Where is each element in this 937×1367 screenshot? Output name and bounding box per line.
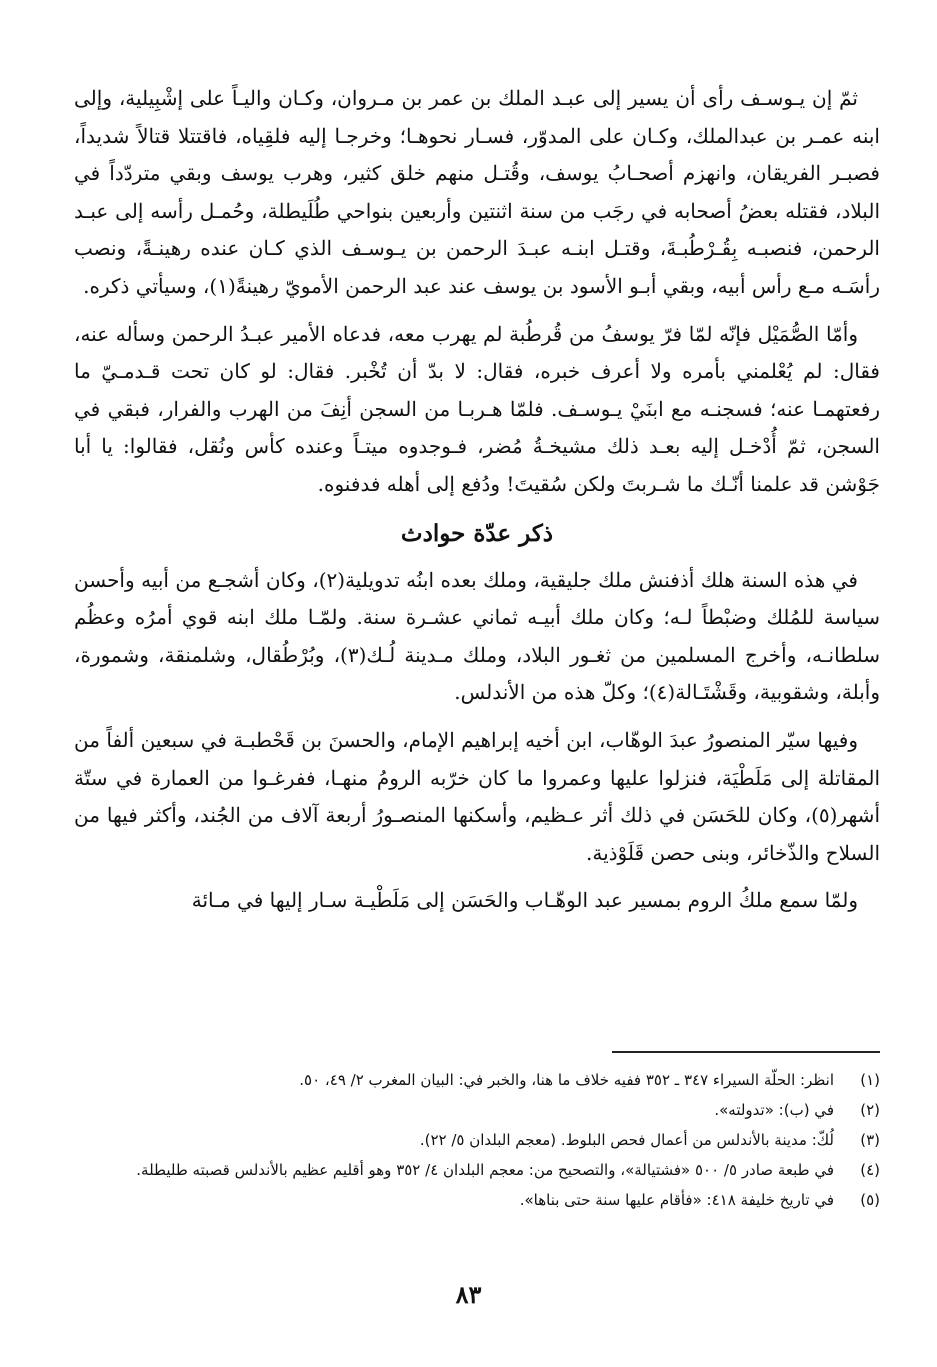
footnote-item [74,1068,880,1092]
footnote-number: (٢) [860,1101,880,1119]
footnote-text: في طبعة صادر ٥/ ٥٠٠ «فشتيالة»، والتصحيح من: معجم البلدان ٤/ ٣٥٢ وهو أقليم عظيم بالأندلس قصبته طليطلة. [136,1161,834,1179]
paragraph-yusuf-death: ثمّ إن يـوسـف رأى أن يسير إلى عبـد الملك بن عمر بن مـروان، وكـان واليـاً على إشْبِيلية، وإلى ابنه عمـر بن عبدالملك، وكـان على المدوّر، فسـار نحوهـا؛ وخرجـا إليه فلقِياه، فاقتتلا قتالاً شديداً، فصبـر الفريقان، وانهزم أصحـابُ يوسف، وقُتـل منهم خلق كثير، وهرب يوسف وبقي متردّداً في البلاد، فقتله بعضُ أصحابه في رجَب من سنة اثنتين وأربعين بنواحي طُلَيطلة، وحُمـل رأسه إلى عبـد الرحمن، فنصبـه بِقُـرْطُبـةَ، وقتـل ابنـه عبـدَ الرحمن بن يـوسـف الذي كـان عنده رهينـةً، ونصب رأسَـه مـع رأس أبيه، وبقي أبـو الأسود بن يوسف عند عبد الرحمن الأمويّ رهينةً(١)، وسيأتي ذكره. [74,86,880,298]
paragraph-sumayl: وأمّا الصُّمَيْل فإنّه لمّا فرّ يوسفُ من قُرطُبة لم يهرب معه، فدعاه الأمير عبـدُ الرحمن وسأله عنه، فقال: لم يُعْلمني بأمره ولا أعرف خبره، فقال: لا بدّ أن تُخْبر. فقال: لو كان تحت قـدمـيّ ما رفعتهمـا عنه؛ فسجنـه مع ابنَيْ يـوسـف. فلمّا هـربـا من السجن أنِفَ من الهرب والفرار، فبقي في السجن، ثمّ أُدْخـل إليه بعـد ذلك مشيخـةُ مُضر، فـوجدوه ميتـاً وعنده كأس ونُقل، فقالوا: يا أبا جَوْشن قد علمنا أنّـك ما شـربتَ ولكن سُقيتَ! ودُفع إلى أهله فدفنوه. [74,321,880,496]
paragraph-adfonsh: في هذه السنة هلك أذفنش ملك جليقية، وملك بعده ابنُه تدويلية(٢)، وكان أشجـع من أبيه وأحسن سياسة للمُلك وضبْطاً لـه؛ وكان ملك أبيـه ثماني عشـرة سنة. ولمّـا ملك ابنه قوي أمرُه وعظُم سلطانـه، وأخرج المسلمين من ثغـور البلاد، وملك مـدينة لُـك(٣)، وبُرْطُقال، وشلمنقة، وشمورة، وأبلة، وشقوبية، وقَشْتَـالة(٤)؛ وكلّ هذه من الأندلس. [74,567,880,705]
page-body [74,80,880,930]
footnote-text: في (ب): «تدولته». [714,1101,834,1119]
footnote-text: انظر: الحلّة السيراء ٣٤٧ ـ ٣٥٢ ففيه خلاف ما هنا، والخبر في: البيان المغرب ٢/ ٤٩، ٥٠. [299,1071,834,1089]
page-number: ٨٣ [455,1280,482,1309]
footnote-item [74,1188,880,1212]
footnote-text: لُكّ: مدينة بالأندلس من أعمال فحص البلوط. (معجم البلدان ٥/ ٢٢). [419,1131,834,1149]
footnote-number: (٤) [860,1161,880,1179]
footnote-item [74,1098,880,1122]
footnote-number: (١) [860,1071,880,1089]
footnote-item [74,1158,880,1182]
paragraph-rum-king: ولمّا سمع ملكُ الروم بمسير عبد الوهّـاب والحَسَن إلى مَلَطْيـة سـار إليها في مـائة [191,888,858,913]
footnote-item [74,1128,880,1152]
footnote-text: في تاريخ خليفة ٤١٨: «فأقام عليها سنة حتى بناها». [519,1191,834,1209]
footnote-number: (٥) [860,1191,880,1209]
footnote-divider [612,1051,880,1053]
paragraph-malatya: وفيها سيّر المنصورُ عبدَ الوهّاب، ابن أخيه إبراهيم الإمام، والحسنَ بن قَحْطبـة في سبعين ألفاً من المقاتلة إلى مَلَطْيَة، فنزلوا عليها وعمروا ما كان خرّبه الرومُ منهـا، ففرغـوا من العمارة في ستّة أشهر(٥)، وكان للحَسَن في ذلك أثر عـظيم، وأسكنها المنصـورُ أربعة آلاف من الجُند، وأكثر فيها من السلاح والذّخائر، وبنى حصن قَلَوْذية. [74,727,880,865]
section-heading: ذكر عدّة حوادث [400,519,554,547]
footnotes [74,1068,880,1218]
footnote-number: (٣) [860,1131,880,1149]
